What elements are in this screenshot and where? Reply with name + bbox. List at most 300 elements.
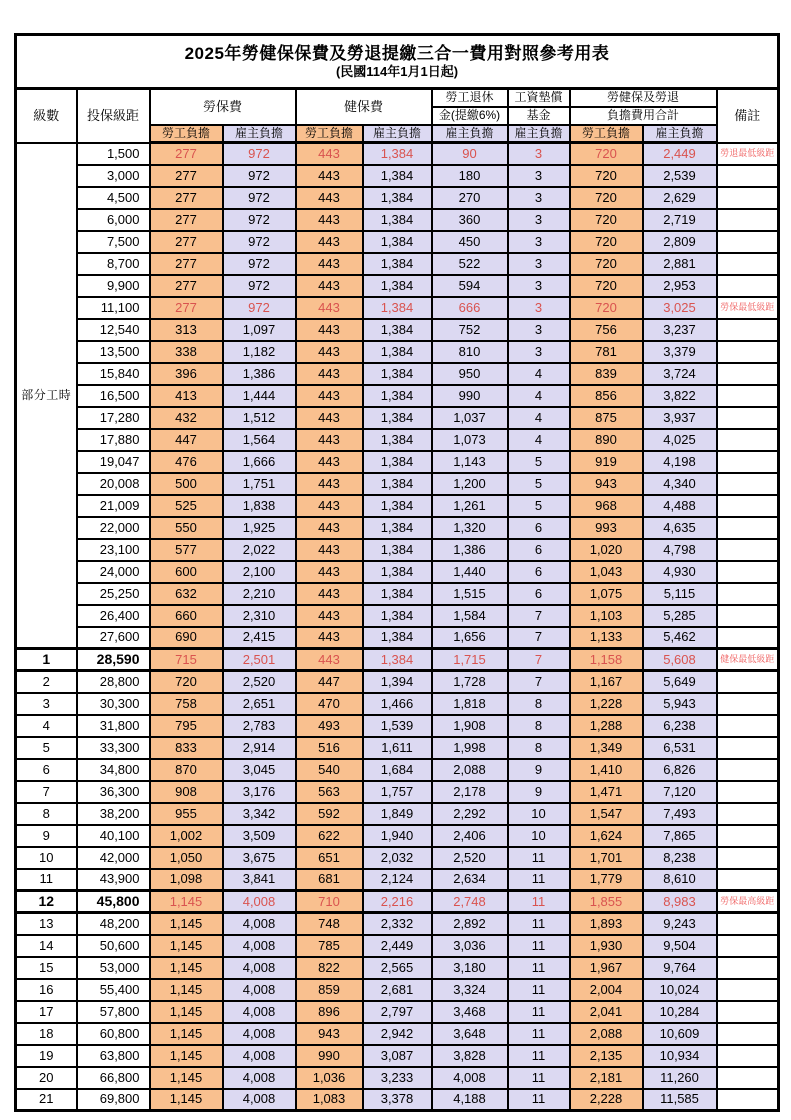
value-cell: 2,100: [223, 561, 296, 583]
table-row: [16, 759, 779, 781]
value-cell: 1,020: [570, 539, 643, 561]
bracket-cell: 31,800: [77, 715, 150, 737]
value-cell: 1,564: [223, 429, 296, 451]
level-cell: 9: [16, 825, 77, 847]
value-cell: 1,838: [223, 495, 296, 517]
value-cell: 577: [150, 539, 223, 561]
value-cell: 5,608: [643, 649, 717, 671]
level-cell: 20: [16, 1067, 77, 1089]
value-cell: 4,635: [643, 517, 717, 539]
value-cell: 990: [296, 1045, 363, 1067]
value-cell: 2,748: [432, 891, 508, 913]
value-cell: 1,384: [363, 649, 432, 671]
value-cell: 890: [570, 429, 643, 451]
value-cell: 2,629: [643, 187, 717, 209]
header-health-insurance: 健保費: [296, 89, 432, 125]
value-cell: 4,008: [223, 1023, 296, 1045]
value-cell: 443: [296, 451, 363, 473]
value-cell: 2,181: [570, 1067, 643, 1089]
header-pension-line1: 勞工退休: [432, 89, 508, 107]
value-cell: 720: [150, 671, 223, 693]
value-cell: 2,041: [570, 1001, 643, 1023]
note-cell: [717, 231, 779, 253]
value-cell: 1,384: [363, 253, 432, 275]
value-cell: 875: [570, 407, 643, 429]
bracket-cell: 45,800: [77, 891, 150, 913]
value-cell: 1,728: [432, 671, 508, 693]
value-cell: 4,798: [643, 539, 717, 561]
value-cell: 3,937: [643, 407, 717, 429]
level-cell: 12: [16, 891, 77, 913]
value-cell: 277: [150, 297, 223, 319]
value-cell: 10,609: [643, 1023, 717, 1045]
value-cell: 1,384: [363, 275, 432, 297]
value-cell: 1,384: [363, 473, 432, 495]
value-cell: 839: [570, 363, 643, 385]
value-cell: 1,098: [150, 869, 223, 891]
value-cell: 632: [150, 583, 223, 605]
value-cell: 1,466: [363, 693, 432, 715]
value-cell: 1,043: [570, 561, 643, 583]
subheader-health-employee: 勞工負擔: [296, 125, 363, 143]
note-cell: [717, 979, 779, 1001]
value-cell: 1,145: [150, 1045, 223, 1067]
note-cell: 勞保最低級距: [717, 297, 779, 319]
level-cell: 18: [16, 1023, 77, 1045]
value-cell: 4,008: [223, 1045, 296, 1067]
value-cell: 1,384: [363, 341, 432, 363]
table-row: [16, 495, 779, 517]
value-cell: 1,143: [432, 451, 508, 473]
value-cell: 277: [150, 143, 223, 165]
value-cell: 856: [570, 385, 643, 407]
value-cell: 859: [296, 979, 363, 1001]
value-cell: 2,797: [363, 1001, 432, 1023]
value-cell: 758: [150, 693, 223, 715]
value-cell: 1,440: [432, 561, 508, 583]
bracket-cell: 50,600: [77, 935, 150, 957]
bracket-cell: 30,300: [77, 693, 150, 715]
bracket-cell: 60,800: [77, 1023, 150, 1045]
value-cell: 8: [508, 737, 570, 759]
value-cell: 413: [150, 385, 223, 407]
value-cell: 622: [296, 825, 363, 847]
bracket-cell: 25,250: [77, 583, 150, 605]
value-cell: 2,332: [363, 913, 432, 935]
bracket-cell: 28,590: [77, 649, 150, 671]
bracket-cell: 53,000: [77, 957, 150, 979]
level-cell: 6: [16, 759, 77, 781]
level-cell: 17: [16, 1001, 77, 1023]
value-cell: 3,822: [643, 385, 717, 407]
value-cell: 720: [570, 231, 643, 253]
bracket-cell: 34,800: [77, 759, 150, 781]
table-row: [16, 803, 779, 825]
value-cell: 443: [296, 407, 363, 429]
table-row: [16, 847, 779, 869]
value-cell: 3,675: [223, 847, 296, 869]
value-cell: 443: [296, 187, 363, 209]
bracket-cell: 11,100: [77, 297, 150, 319]
bracket-cell: 24,000: [77, 561, 150, 583]
bracket-cell: 57,800: [77, 1001, 150, 1023]
value-cell: 4,930: [643, 561, 717, 583]
value-cell: 1,849: [363, 803, 432, 825]
value-cell: 7: [508, 649, 570, 671]
bracket-cell: 69,800: [77, 1089, 150, 1111]
bracket-cell: 17,280: [77, 407, 150, 429]
table-row: [16, 715, 779, 737]
bracket-cell: 7,500: [77, 231, 150, 253]
value-cell: 8,238: [643, 847, 717, 869]
value-cell: 9: [508, 781, 570, 803]
note-cell: [717, 253, 779, 275]
bracket-cell: 1,500: [77, 143, 150, 165]
table-row: [16, 737, 779, 759]
value-cell: 3: [508, 231, 570, 253]
value-cell: 4,488: [643, 495, 717, 517]
table-body: [16, 143, 779, 1111]
value-cell: 710: [296, 891, 363, 913]
value-cell: 943: [570, 473, 643, 495]
value-cell: 1,182: [223, 341, 296, 363]
note-cell: [717, 495, 779, 517]
value-cell: 1,349: [570, 737, 643, 759]
value-cell: 3: [508, 275, 570, 297]
note-cell: [717, 165, 779, 187]
bracket-cell: 28,800: [77, 671, 150, 693]
note-cell: [717, 781, 779, 803]
level-cell: 14: [16, 935, 77, 957]
value-cell: 5: [508, 451, 570, 473]
table-row: [16, 583, 779, 605]
value-cell: 443: [296, 495, 363, 517]
value-cell: 4,008: [223, 1089, 296, 1111]
value-cell: 1,384: [363, 561, 432, 583]
table-row: [16, 517, 779, 539]
note-cell: [717, 517, 779, 539]
value-cell: 1,855: [570, 891, 643, 913]
value-cell: 1,133: [570, 627, 643, 649]
level-cell: 15: [16, 957, 77, 979]
value-cell: 968: [570, 495, 643, 517]
value-cell: 720: [570, 187, 643, 209]
value-cell: 955: [150, 803, 223, 825]
value-cell: 3,324: [432, 979, 508, 1001]
value-cell: 3,233: [363, 1067, 432, 1089]
value-cell: 896: [296, 1001, 363, 1023]
note-cell: 健保最低級距: [717, 649, 779, 671]
value-cell: 1,384: [363, 297, 432, 319]
value-cell: 443: [296, 649, 363, 671]
value-cell: 1,200: [432, 473, 508, 495]
value-cell: 594: [432, 275, 508, 297]
value-cell: 5: [508, 473, 570, 495]
header-level: 級數: [16, 89, 77, 143]
value-cell: 4,340: [643, 473, 717, 495]
table-row: [16, 891, 779, 913]
table-row: [16, 671, 779, 693]
value-cell: 4,008: [223, 1067, 296, 1089]
header-note: 備註: [717, 89, 779, 143]
bracket-cell: 9,900: [77, 275, 150, 297]
note-cell: [717, 275, 779, 297]
value-cell: 522: [432, 253, 508, 275]
value-cell: 1,940: [363, 825, 432, 847]
value-cell: 11: [508, 1067, 570, 1089]
bracket-cell: 22,000: [77, 517, 150, 539]
value-cell: 1,925: [223, 517, 296, 539]
value-cell: 1,036: [296, 1067, 363, 1089]
note-cell: [717, 693, 779, 715]
value-cell: 443: [296, 627, 363, 649]
level-cell: 21: [16, 1089, 77, 1111]
value-cell: 2,914: [223, 737, 296, 759]
note-cell: [717, 561, 779, 583]
note-cell: [717, 209, 779, 231]
value-cell: 443: [296, 319, 363, 341]
value-cell: 1,515: [432, 583, 508, 605]
value-cell: 5,462: [643, 627, 717, 649]
value-cell: 1,715: [432, 649, 508, 671]
value-cell: 660: [150, 605, 223, 627]
value-cell: 180: [432, 165, 508, 187]
value-cell: 2,004: [570, 979, 643, 1001]
value-cell: 1,444: [223, 385, 296, 407]
value-cell: 1,002: [150, 825, 223, 847]
note-cell: 勞保最高級距: [717, 891, 779, 913]
value-cell: 550: [150, 517, 223, 539]
value-cell: 1,145: [150, 935, 223, 957]
value-cell: 3,025: [643, 297, 717, 319]
value-cell: 1,145: [150, 1067, 223, 1089]
value-cell: 2,032: [363, 847, 432, 869]
value-cell: 781: [570, 341, 643, 363]
part-time-label-cell: 部分工時: [16, 143, 77, 649]
value-cell: 277: [150, 187, 223, 209]
table-title-block: [16, 35, 779, 89]
value-cell: 1,261: [432, 495, 508, 517]
value-cell: 443: [296, 165, 363, 187]
note-cell: [717, 737, 779, 759]
value-cell: 8: [508, 715, 570, 737]
value-cell: 2,565: [363, 957, 432, 979]
value-cell: 972: [223, 187, 296, 209]
value-cell: 8: [508, 693, 570, 715]
value-cell: 600: [150, 561, 223, 583]
value-cell: 443: [296, 473, 363, 495]
value-cell: 10,284: [643, 1001, 717, 1023]
value-cell: 2,310: [223, 605, 296, 627]
value-cell: 1,684: [363, 759, 432, 781]
level-cell: 5: [16, 737, 77, 759]
value-cell: 1,666: [223, 451, 296, 473]
value-cell: 1,384: [363, 495, 432, 517]
value-cell: 7: [508, 605, 570, 627]
table-row: [16, 429, 779, 451]
value-cell: 690: [150, 627, 223, 649]
subheader-labor-employer: 雇主負擔: [223, 125, 296, 143]
bracket-cell: 12,540: [77, 319, 150, 341]
value-cell: 5,285: [643, 605, 717, 627]
value-cell: 443: [296, 429, 363, 451]
value-cell: 11: [508, 891, 570, 913]
note-cell: [717, 627, 779, 649]
bracket-cell: 42,000: [77, 847, 150, 869]
value-cell: 666: [432, 297, 508, 319]
note-cell: [717, 407, 779, 429]
value-cell: 785: [296, 935, 363, 957]
value-cell: 1,145: [150, 957, 223, 979]
value-cell: 1,701: [570, 847, 643, 869]
value-cell: 443: [296, 341, 363, 363]
value-cell: 1,097: [223, 319, 296, 341]
value-cell: 90: [432, 143, 508, 165]
value-cell: 476: [150, 451, 223, 473]
value-cell: 3,648: [432, 1023, 508, 1045]
value-cell: 470: [296, 693, 363, 715]
value-cell: 3: [508, 143, 570, 165]
bracket-cell: 6,000: [77, 209, 150, 231]
table-row: [16, 913, 779, 935]
value-cell: 540: [296, 759, 363, 781]
value-cell: 3: [508, 187, 570, 209]
bracket-cell: 21,009: [77, 495, 150, 517]
value-cell: 2,892: [432, 913, 508, 935]
value-cell: 3,379: [643, 341, 717, 363]
value-cell: 1,624: [570, 825, 643, 847]
header-total-line1: 勞健保及勞退: [570, 89, 717, 107]
value-cell: 5: [508, 495, 570, 517]
value-cell: 1,394: [363, 671, 432, 693]
value-cell: 6: [508, 539, 570, 561]
value-cell: 1,386: [223, 363, 296, 385]
value-cell: 4: [508, 385, 570, 407]
value-cell: 748: [296, 913, 363, 935]
value-cell: 9: [508, 759, 570, 781]
value-cell: 3: [508, 319, 570, 341]
header-wage-fund-line1: 工資墊償: [508, 89, 570, 107]
value-cell: 3,176: [223, 781, 296, 803]
value-cell: 4,008: [223, 913, 296, 935]
table-row: [16, 143, 779, 165]
value-cell: 1,384: [363, 517, 432, 539]
value-cell: 972: [223, 297, 296, 319]
value-cell: 3: [508, 341, 570, 363]
value-cell: 2,539: [643, 165, 717, 187]
table-row: [16, 1045, 779, 1067]
table-row: [16, 297, 779, 319]
value-cell: 1,893: [570, 913, 643, 935]
value-cell: 756: [570, 319, 643, 341]
value-cell: 6,826: [643, 759, 717, 781]
value-cell: 908: [150, 781, 223, 803]
value-cell: 720: [570, 253, 643, 275]
note-cell: [717, 1023, 779, 1045]
note-cell: [717, 451, 779, 473]
value-cell: 2,809: [643, 231, 717, 253]
value-cell: 2,292: [432, 803, 508, 825]
value-cell: 2,415: [223, 627, 296, 649]
value-cell: 525: [150, 495, 223, 517]
table-row: [16, 957, 779, 979]
note-cell: [717, 1001, 779, 1023]
value-cell: 11: [508, 847, 570, 869]
value-cell: 919: [570, 451, 643, 473]
value-cell: 6,531: [643, 737, 717, 759]
table-row: [16, 825, 779, 847]
bracket-cell: 16,500: [77, 385, 150, 407]
level-cell: 4: [16, 715, 77, 737]
bracket-cell: 23,100: [77, 539, 150, 561]
value-cell: 990: [432, 385, 508, 407]
value-cell: 1,512: [223, 407, 296, 429]
value-cell: 5,943: [643, 693, 717, 715]
note-cell: [717, 1067, 779, 1089]
bracket-cell: 66,800: [77, 1067, 150, 1089]
value-cell: 2,501: [223, 649, 296, 671]
value-cell: 4,008: [223, 891, 296, 913]
value-cell: 11: [508, 1089, 570, 1111]
table-row: [16, 979, 779, 1001]
value-cell: 5,115: [643, 583, 717, 605]
value-cell: 8,983: [643, 891, 717, 913]
value-cell: 1,384: [363, 187, 432, 209]
value-cell: 443: [296, 385, 363, 407]
page-subtitle: (民國114年1月1日起): [335, 63, 459, 79]
value-cell: 443: [296, 275, 363, 297]
bracket-cell: 38,200: [77, 803, 150, 825]
level-cell: 10: [16, 847, 77, 869]
header-total-line2: 負擔費用合計: [570, 107, 717, 125]
value-cell: 3,087: [363, 1045, 432, 1067]
value-cell: 833: [150, 737, 223, 759]
value-cell: 4,025: [643, 429, 717, 451]
note-cell: [717, 825, 779, 847]
value-cell: 277: [150, 275, 223, 297]
value-cell: 752: [432, 319, 508, 341]
value-cell: 972: [223, 231, 296, 253]
table-row: [16, 869, 779, 891]
value-cell: 950: [432, 363, 508, 385]
value-cell: 396: [150, 363, 223, 385]
value-cell: 6: [508, 561, 570, 583]
value-cell: 4,008: [223, 957, 296, 979]
value-cell: 338: [150, 341, 223, 363]
value-cell: 7,865: [643, 825, 717, 847]
table-row: [16, 935, 779, 957]
value-cell: 720: [570, 165, 643, 187]
value-cell: 10: [508, 803, 570, 825]
value-cell: 2,942: [363, 1023, 432, 1045]
table-row: [16, 319, 779, 341]
note-cell: [717, 935, 779, 957]
note-cell: [717, 187, 779, 209]
value-cell: 443: [296, 539, 363, 561]
bracket-cell: 40,100: [77, 825, 150, 847]
value-cell: 443: [296, 253, 363, 275]
bracket-cell: 48,200: [77, 913, 150, 935]
value-cell: 11: [508, 1023, 570, 1045]
table-row: [16, 649, 779, 671]
value-cell: 443: [296, 363, 363, 385]
value-cell: 1,410: [570, 759, 643, 781]
header-labor-insurance: 勞保費: [150, 89, 296, 125]
value-cell: 1,073: [432, 429, 508, 451]
value-cell: 447: [296, 671, 363, 693]
value-cell: 3,724: [643, 363, 717, 385]
value-cell: 6: [508, 517, 570, 539]
